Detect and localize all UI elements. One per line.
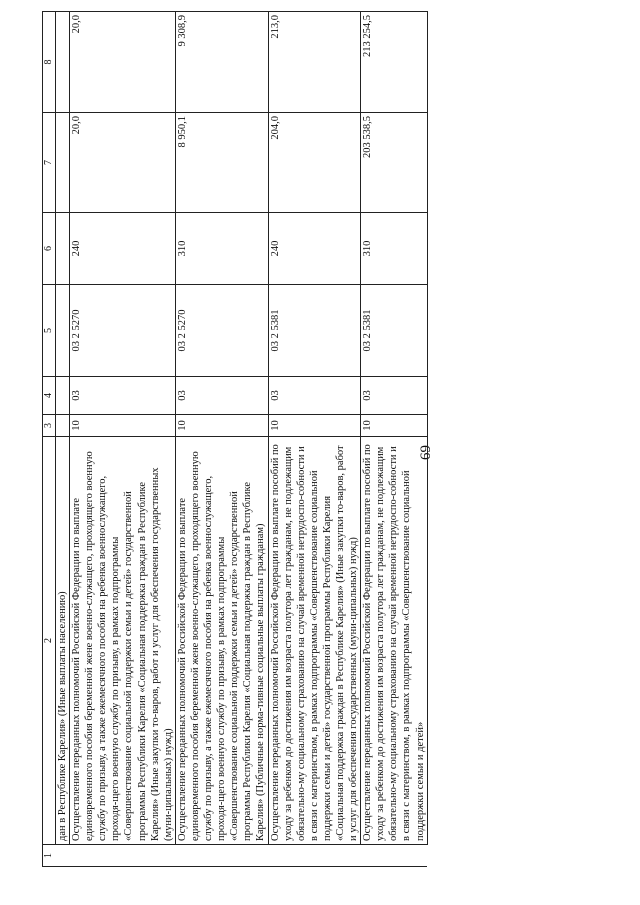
cell-target-article: 03 2 5381 bbox=[268, 285, 361, 377]
column-header: 4 bbox=[43, 377, 56, 415]
cell-amount-year2: 213 254,5 bbox=[361, 12, 427, 113]
header-row bbox=[43, 12, 56, 867]
row-description: дан в Республике Карелия» (Иные выплаты населению) bbox=[56, 437, 70, 845]
cell-expense-type: 310 bbox=[175, 213, 268, 285]
table-row bbox=[361, 12, 427, 867]
table-row bbox=[175, 12, 268, 867]
cell-amount-year1: 20,0 bbox=[70, 113, 176, 213]
cell-expense-type: 240 bbox=[70, 213, 176, 285]
cell-subsection: 03 bbox=[268, 377, 361, 415]
cell-target-article: 03 2 5270 bbox=[70, 285, 176, 377]
cell-amount-year2: 213,0 bbox=[268, 12, 361, 113]
cell-amount-year1: 8 950,1 bbox=[175, 113, 268, 213]
cell-expense-type: 240 bbox=[268, 213, 361, 285]
cell-target-article: 03 2 5270 bbox=[175, 285, 268, 377]
row-description: Осуществление переданных полномочий Российской Федерации по выплате пособий по уходу за ребенком до достижения им возраста полутора лет гражданам, не подлежащим обязательно-му социальному страхованию на случай временной нетрудоспо-собности и в связи с материнством, в рамках подпрограммы «Совершенствование социальной поддержки семьи и детей» государственной программы Республики Карелия «Социальная поддержка граждан в Республике Карелия» (Иные закупки то-варов, работ и услуг для обеспечения государственных (муни-ципальных) нужд) bbox=[268, 437, 361, 845]
table-row bbox=[268, 12, 361, 867]
cell-amount-year2: 20,0 bbox=[70, 12, 176, 113]
table-row bbox=[70, 12, 176, 867]
cell-expense-type: 310 bbox=[361, 213, 427, 285]
column-header: 5 bbox=[43, 285, 56, 377]
column-header: 6 bbox=[43, 213, 56, 285]
cell-amount-year1: 204,0 bbox=[268, 113, 361, 213]
cell-section: 10 bbox=[361, 415, 427, 437]
cell-section: 10 bbox=[268, 415, 361, 437]
column-header: 3 bbox=[43, 415, 56, 437]
column-header: 1 bbox=[43, 845, 56, 867]
cell-target-article: 03 2 5381 bbox=[361, 285, 427, 377]
cell-subsection: 03 bbox=[361, 377, 427, 415]
budget-table bbox=[42, 11, 428, 867]
column-header: 8 bbox=[43, 12, 56, 113]
row-description: Осуществление переданных полномочий Российской Федерации по выплате единовременного пособия беременной жене военно-служащего, проходящего военную службу по призыву, а также ежемесячного пособия на ребенка военнослужащего, проходя-щего военную службу по призыву, в рамках подпрограммы «Совершенствование социальной поддержки семьи и детей» государственной программы Республики Карелия «Социальная поддержка граждан в Республике Карелия» (Публичные норма-тивные социальные выплаты гражданам) bbox=[175, 437, 268, 845]
cell-amount-year2: 9 308,9 bbox=[175, 12, 268, 113]
column-header: 2 bbox=[43, 437, 56, 845]
cell-subsection: 03 bbox=[175, 377, 268, 415]
column-header: 7 bbox=[43, 113, 56, 213]
row-description: Осуществление переданных полномочий Российской Федерации по выплате единовременного пособия беременной жене военно-служащего, проходящего военную службу по призыву, а также ежемесячного пособия на ребенка военнослужащего, проходя-щего военную службу по призыву, в рамках подпрограммы «Совершенствование социальной поддержки семьи и детей» государственной программы Республики Карелия «Социальная поддержка граждан в Республике Карелия» (Иные закупки то-варов, работ и услуг для обеспечения государственных (муни-ципальных) нужд) bbox=[70, 437, 176, 845]
row-description: Осуществление переданных полномочий Российской Федерации по выплате пособий по уходу за ребенком до достижения им возраста полутора лет гражданам, не подлежащим обязательно-му социальному страхованию на случай временной нетрудоспо-собности и в связи с материнством, в рамках подпрограммы «Совершенствование социальной поддержки семьи и детей» bbox=[361, 437, 427, 845]
page-number: 69 bbox=[418, 445, 434, 460]
cell-subsection: 03 bbox=[70, 377, 176, 415]
cell-section: 10 bbox=[175, 415, 268, 437]
continuation-row bbox=[56, 12, 70, 867]
cell-amount-year1: 203 538,5 bbox=[361, 113, 427, 213]
cell-section: 10 bbox=[70, 415, 176, 437]
